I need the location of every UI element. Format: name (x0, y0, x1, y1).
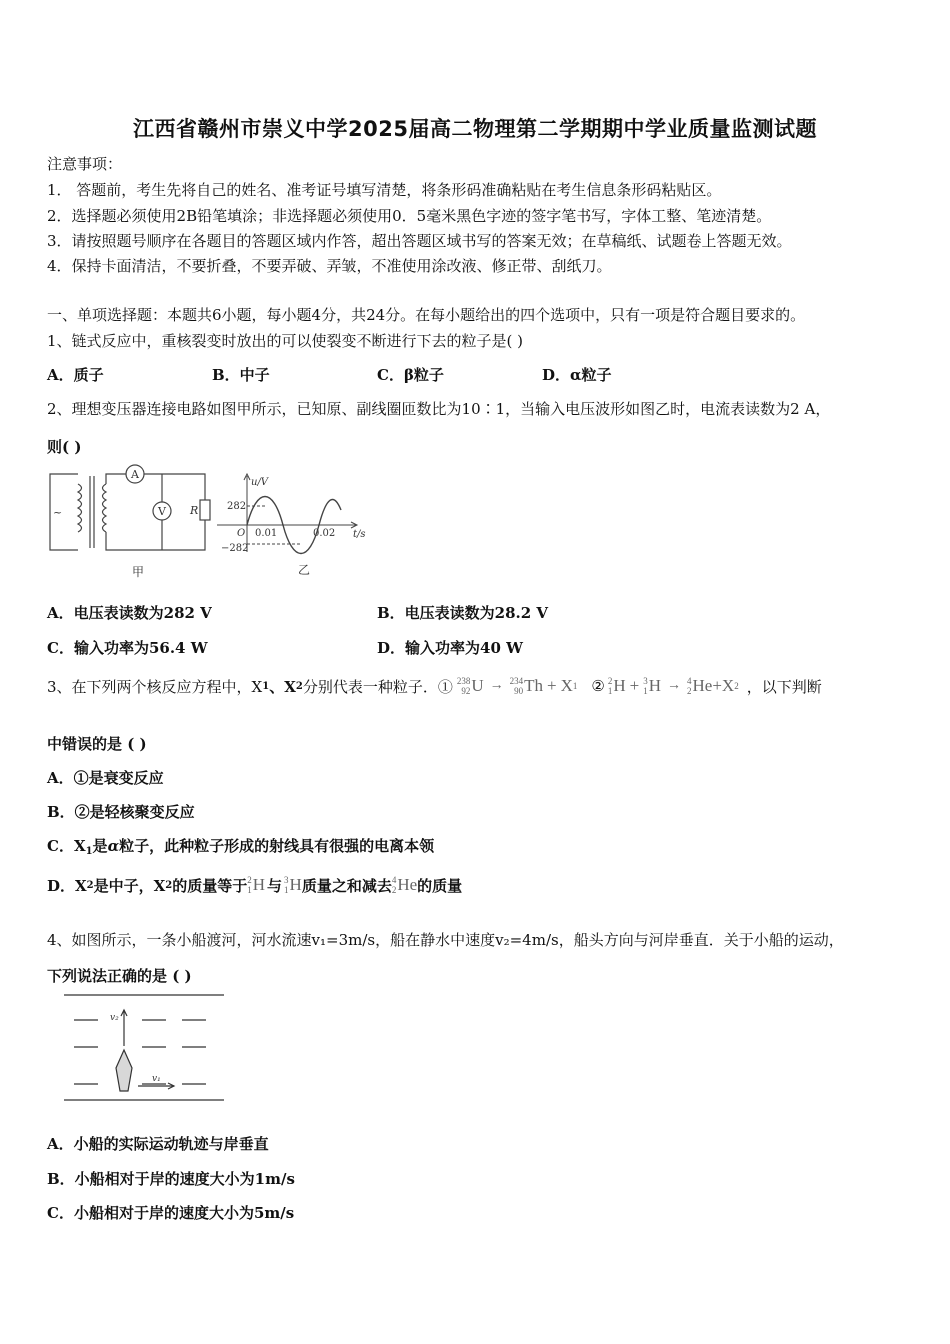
q3-option-c: C．$X_1$是α粒子，此种粒子形成的射线具有很强的电离本领 (47, 837, 435, 857)
question-4-stem: 4、如图所示，一条小船渡河，河水流速v₁=3m/s，船在静水中速度v₂=4m/s，船头方向与河岸垂直．关于小船的运动， (47, 931, 844, 949)
y-axis-label: u/V (251, 477, 269, 488)
notice-item: 2．选择题必须使用2B铅笔填涂；非选择题必须使用0．5毫米黑色字迹的签字笔书写，字体工整、笔迹清楚。 (47, 207, 772, 225)
q1-option-d: D．α粒子 (542, 366, 612, 384)
q1-option-b: B．中子 (212, 366, 270, 384)
q3-option-b: B．②是轻核聚变反应 (47, 803, 195, 821)
nuclear-equation-1: 238 92 U → 234 90 Th + X 1 (456, 676, 578, 696)
x-axis-label: t/s (353, 529, 366, 540)
q4-option-a: A．小船的实际运动轨迹与岸垂直 (47, 1135, 269, 1153)
q2-option-d: D．输入功率为40 W (377, 639, 523, 657)
notice-heading: 注意事项： (47, 155, 123, 173)
question-2-stem-cont: 则( ) (47, 438, 82, 456)
question-1-stem: 1、链式反应中，重核裂变时放出的可以使裂变不断进行下去的粒子是( ) (47, 332, 524, 350)
ac-source-icon: ~ (53, 506, 63, 519)
t1-tick: 0.01 (255, 528, 278, 539)
y-min-tick: −282 (221, 543, 249, 554)
waveform-caption: 乙 (298, 563, 311, 577)
t2-tick: 0.02 (313, 528, 336, 539)
q2-option-c: C．输入功率为56.4 W (47, 639, 208, 657)
v1-label: v₁ (152, 1074, 161, 1084)
q2-option-b: B．电压表读数为28.2 V (377, 604, 549, 622)
voltmeter-label: V (158, 505, 166, 518)
voltage-waveform-graph (215, 470, 375, 580)
notice-item: 1． 答题前，考生先将自己的姓名、准考证号填写清楚，将条形码准确粘贴在考生信息条形码粘贴区。 (47, 181, 722, 199)
question-4-stem-cont: 下列说法正确的是 ( ) (47, 967, 192, 985)
v2-label: v₂ (110, 1013, 119, 1023)
page-title: 江西省赣州市崇义中学2025届高二物理第二学期期中学业质量监测试题 (133, 117, 817, 141)
q4-option-b: B．小船相对于岸的速度大小为1m/s (47, 1170, 295, 1188)
nuclear-equation-2: 2 1 H + 3 1 H → 4 2 He +X 2 (607, 676, 739, 696)
ammeter-label: A (131, 468, 139, 481)
question-3-stem: 3、在下列两个核反应方程中，X 1 、X 2 分别代表一种粒子．① 238 92 U → 234 90 Th + X 1 ② 2 1 H + 3 1 H → 4 2 He +X 2 ，以下判断 (47, 676, 822, 696)
notice-item: 4．保持卡面清洁，不要折叠，不要弄破、弄皱，不准使用涂改液、修正带、刮纸刀。 (47, 257, 612, 275)
q1-option-a: A．质子 (47, 366, 104, 384)
notice-item: 3．请按照题号顺序在各题目的答题区域内作答，超出答题区域书写的答案无效；在草稿纸、试题卷上答题无效。 (47, 232, 792, 250)
question-3-stem-cont: 中错误的是 ( ) (47, 735, 147, 753)
question-2-stem: 2、理想变压器连接电路如图甲所示，已知原、副线圈匝数比为10∶1，当输入电压波形如图乙时，电流表读数为2 A， (47, 400, 831, 418)
q4-option-c: C．小船相对于岸的速度大小为5m/s (47, 1204, 295, 1222)
boat-river-diagram (60, 990, 230, 1105)
transformer-circuit-diagram (40, 462, 220, 582)
section-heading: 一、单项选择题：本题共6小题，每小题4分，共24分。在每小题给出的四个选项中，只有一项是符合题目要求的。 (47, 306, 806, 324)
origin-label: O (237, 528, 246, 539)
circuit-caption: 甲 (132, 565, 145, 579)
resistor-label: R (190, 504, 199, 517)
q1-option-c: C．β粒子 (377, 366, 444, 384)
q3-option-d: D．X 2 是中子，X 2 的质量等于 2 1 H 与 3 1 H 质量之和减去 4 2 He 的质量 (47, 875, 463, 895)
y-max-tick: 282 (227, 501, 247, 512)
q3-option-a: A．①是衰变反应 (47, 769, 164, 787)
q2-option-a: A．电压表读数为282 V (47, 604, 212, 622)
